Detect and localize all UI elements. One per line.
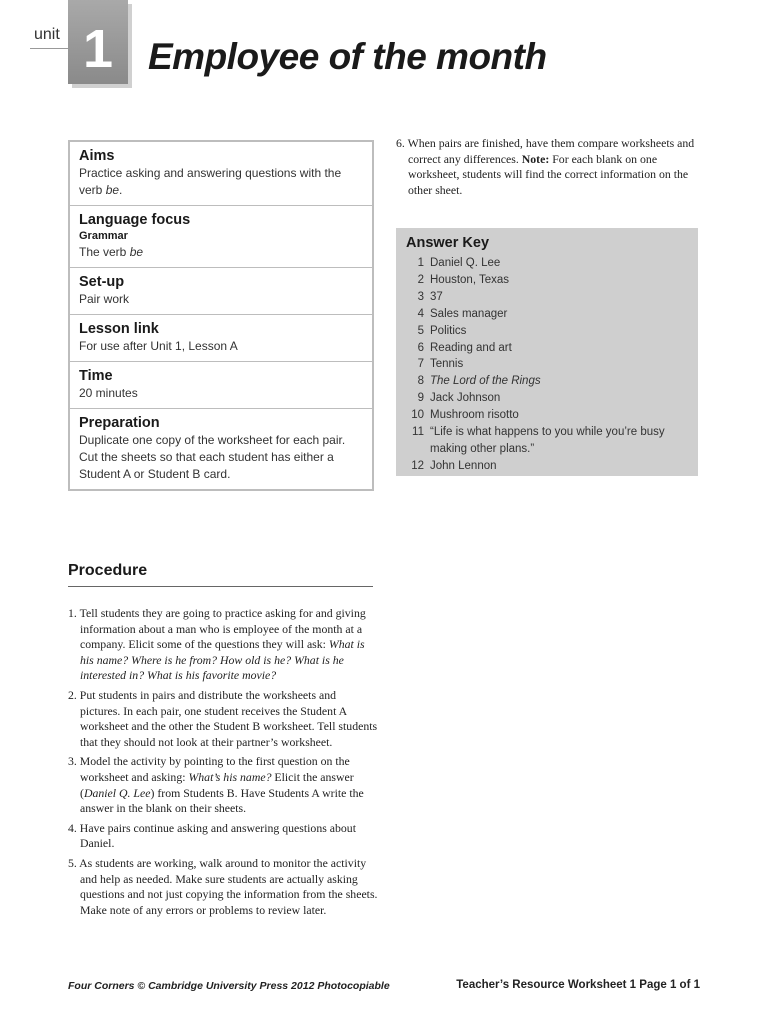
language-focus-sub: Grammar [79, 230, 128, 242]
time-heading: Time [79, 368, 113, 384]
unit-divider [30, 48, 70, 49]
footer-page-info: Teacher’s Resource Worksheet 1 Page 1 of 1 [456, 979, 700, 991]
answer-key-heading: Answer Key [406, 235, 490, 251]
answer-key-item: 8 The Lord of the Rings [417, 375, 541, 388]
answer-key-item: 6 Reading and art [417, 341, 512, 354]
procedure-step-5: 5. As students are working, walk around to monitor the activity and help as needed. Make sure students are actually asking questions and not just copying the information from the sheets. Make note of any errors or problems to review later. [68, 855, 378, 917]
setup-text: Pair work [79, 292, 130, 306]
answer-key-item: 5 Politics [417, 324, 467, 337]
time-section [70, 362, 372, 409]
lesson-link-heading: Lesson link [79, 321, 159, 337]
time-text: 20 minutes [79, 386, 138, 400]
procedure-step-4: 4. Have pairs continue asking and answering questions about Daniel. [68, 820, 356, 851]
lesson-link-text: For use after Unit 1, Lesson A [79, 339, 238, 353]
answer-key-item: 1 Daniel Q. Lee [417, 257, 501, 269]
language-focus-section [70, 206, 372, 268]
answer-key-item: 10 Mushroom risotto [411, 409, 519, 422]
setup-section [70, 268, 372, 315]
aims-text: Practice asking and answering questions with the verb be. [79, 166, 342, 197]
page-title: Employee of the month [148, 36, 547, 77]
aims-section [70, 142, 372, 206]
answer-key-item: 7 Tennis [417, 358, 464, 371]
preparation-section [70, 409, 372, 489]
answer-key-item: 12 John Lennon [411, 459, 497, 472]
procedure-step-2: 2. Put students in pairs and distribute the worksheets and pictures. In each pair, one student receives the Student A worksheet and the other the Student B worksheet. Tell students that they should not look at their partner’s worksheet. [68, 687, 378, 749]
answer-key-item: 2 Houston, Texas [417, 273, 510, 286]
procedure-heading: Procedure [68, 562, 373, 587]
procedure-step-6: 6. When pairs are finished, have them compare worksheets and correct any differences. Note: For each blank on one worksheet, students will find the correct information on the other sheet. [396, 136, 695, 197]
procedure-list [68, 606, 378, 922]
preparation-text: Duplicate one copy of the worksheet for each pair. Cut the sheets so that each student has either a Student A or Student B card. [79, 433, 346, 481]
unit-label: unit [34, 26, 60, 43]
answer-key-item: 11 “Life is what happens to you while you’re busy making other plans.” [412, 426, 665, 455]
answer-key-item: 3 37 [417, 290, 443, 303]
answer-key-box [396, 228, 698, 476]
aims-heading: Aims [79, 148, 115, 164]
lesson-link-section [70, 315, 372, 362]
unit-number-badge: 1 [68, 0, 128, 84]
preparation-heading: Preparation [79, 415, 160, 431]
answer-key-item: 9 Jack Johnson [417, 392, 501, 405]
language-focus-heading: Language focus [79, 212, 191, 228]
language-focus-text: The verb be [79, 245, 144, 259]
answer-key-item: 4 Sales manager [417, 307, 508, 320]
footer-copyright: Four Corners © Cambridge University Press 2012 Photocopiable [68, 980, 390, 992]
procedure-step-3: 3. Model the activity by pointing to the first question on the worksheet and asking: What’s his name? Elicit the answer (Daniel Q. Lee) from Students B. Have Students A write the answer in the blank on their sheets. [68, 754, 364, 816]
procedure-step-1: 1. Tell students they are going to practice asking for and giving information about a man who is employee of the month at a company. Elicit some of the questions they will ask: What is his name? Where is he from? How old is he? What is he interested in? What is his favorite movie? [68, 606, 366, 683]
setup-heading: Set-up [79, 274, 125, 290]
lesson-info-box [68, 140, 374, 491]
answer-key-list [406, 255, 688, 475]
